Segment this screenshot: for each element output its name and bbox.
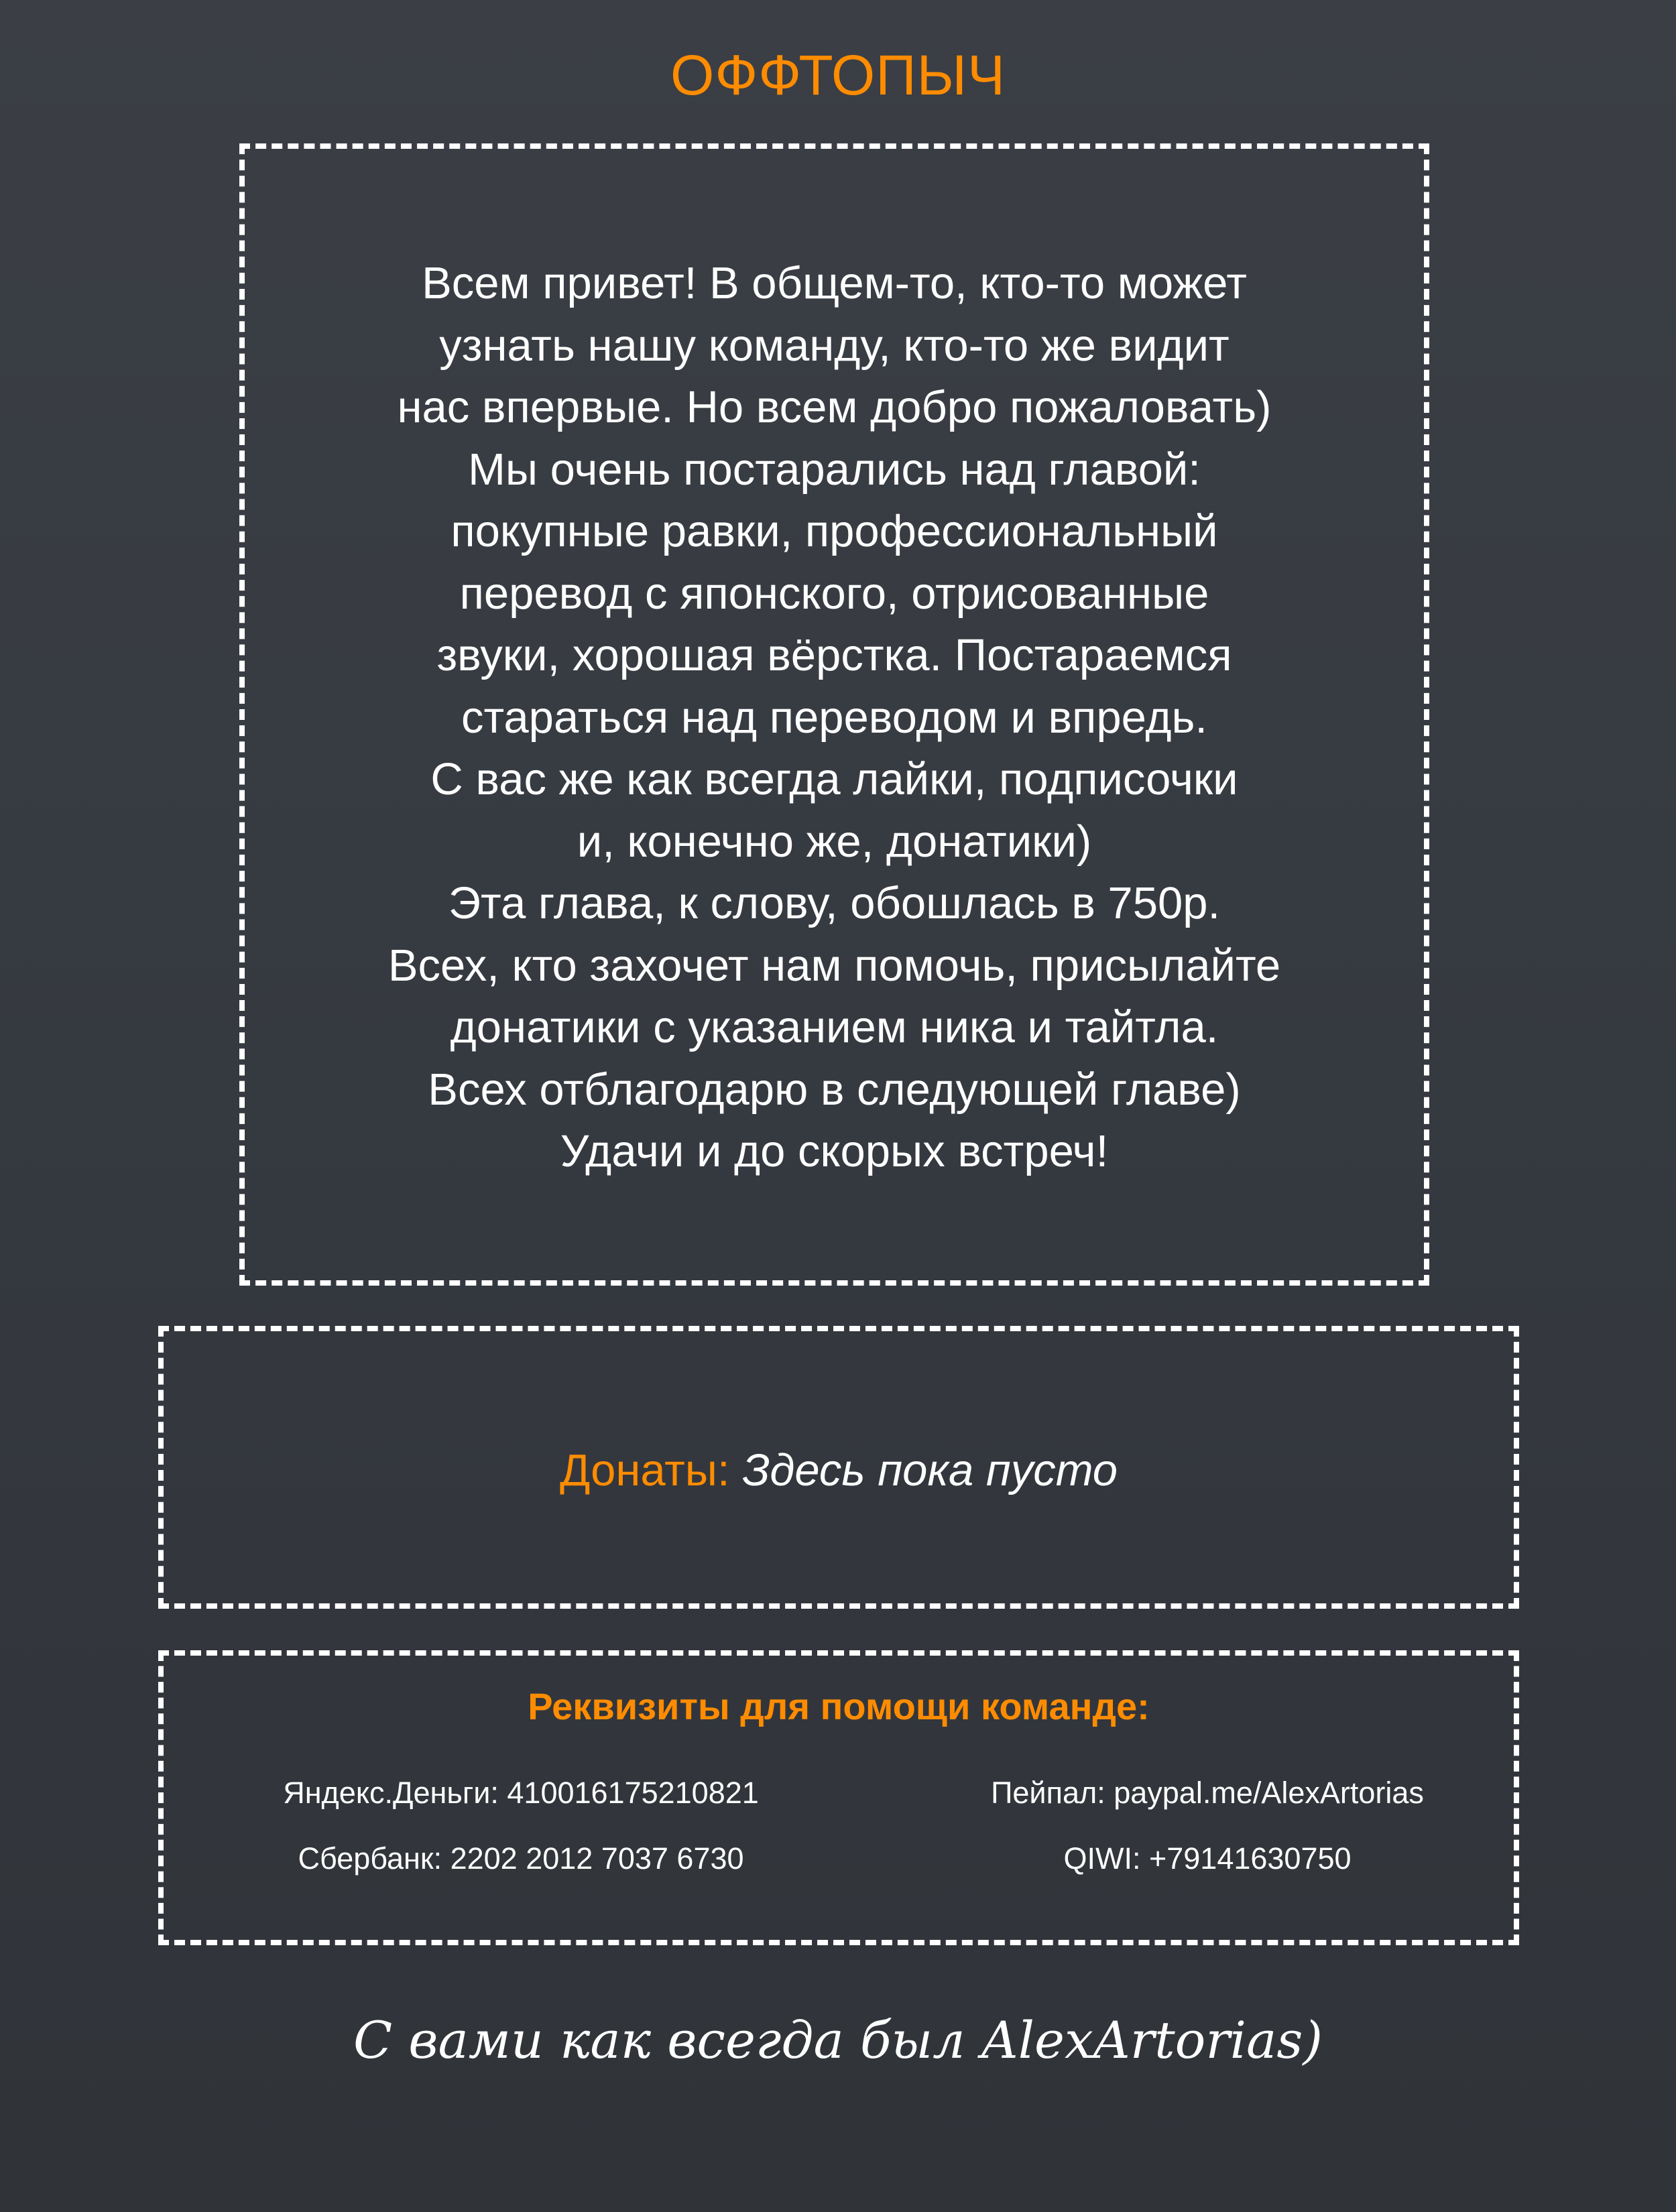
message-line: перевод с японского, отрисованные <box>459 568 1209 619</box>
message-line: Всех отблагодарю в следующей главе) <box>428 1064 1241 1115</box>
message-line: Удачи и до скорых встреч! <box>560 1126 1109 1176</box>
message-line: и, конечно же, донатики) <box>577 816 1092 867</box>
page-title: ОФФТОПЫЧ <box>670 44 1006 107</box>
message-text <box>245 253 1424 1183</box>
requisite-sberbank: Сбербанк: 2202 2012 7037 6730 <box>298 1841 744 1876</box>
requisites-box <box>158 1650 1519 1945</box>
requisite-yandex-money: Яндекс.Деньги: 410016175210821 <box>283 1776 759 1810</box>
requisite-paypal: Пейпал: paypal.me/AlexArtorias <box>991 1776 1424 1810</box>
donations-box <box>158 1326 1519 1609</box>
message-line: звуки, хорошая вёрстка. Постараемся <box>436 630 1232 680</box>
signature: С вами как всегда был AlexArtorias) <box>353 2010 1323 2070</box>
message-line: Мы очень постарались над главой: <box>468 444 1201 495</box>
message-line: Всех, кто захочет нам помочь, присылайте <box>387 940 1281 991</box>
message-box <box>239 143 1429 1286</box>
message-line: нас впервые. Но всем добро пожаловать) <box>397 382 1272 432</box>
requisite-qiwi: QIWI: +79141630750 <box>1063 1841 1352 1876</box>
message-line: покупные равки, профессиональный <box>451 506 1218 556</box>
message-line: узнать нашу команду, кто-то же видит <box>439 320 1230 371</box>
donations-line <box>164 1444 1514 1497</box>
donations-value: Здесь пока пусто <box>742 1445 1118 1495</box>
donations-label: Донаты: <box>559 1445 730 1495</box>
requisites-heading: Реквизиты для помощи команде: <box>528 1685 1150 1727</box>
message-line: донатики с указанием ника и тайтла. <box>450 1002 1219 1052</box>
message-line: Эта глава, к слову, обошлась в 750р. <box>448 878 1221 928</box>
message-line: стараться над переводом и впредь. <box>461 692 1208 743</box>
message-line: С вас же как всегда лайки, подписочки <box>430 754 1238 804</box>
message-line: Всем привет! В общем-то, кто-то может <box>422 258 1247 308</box>
